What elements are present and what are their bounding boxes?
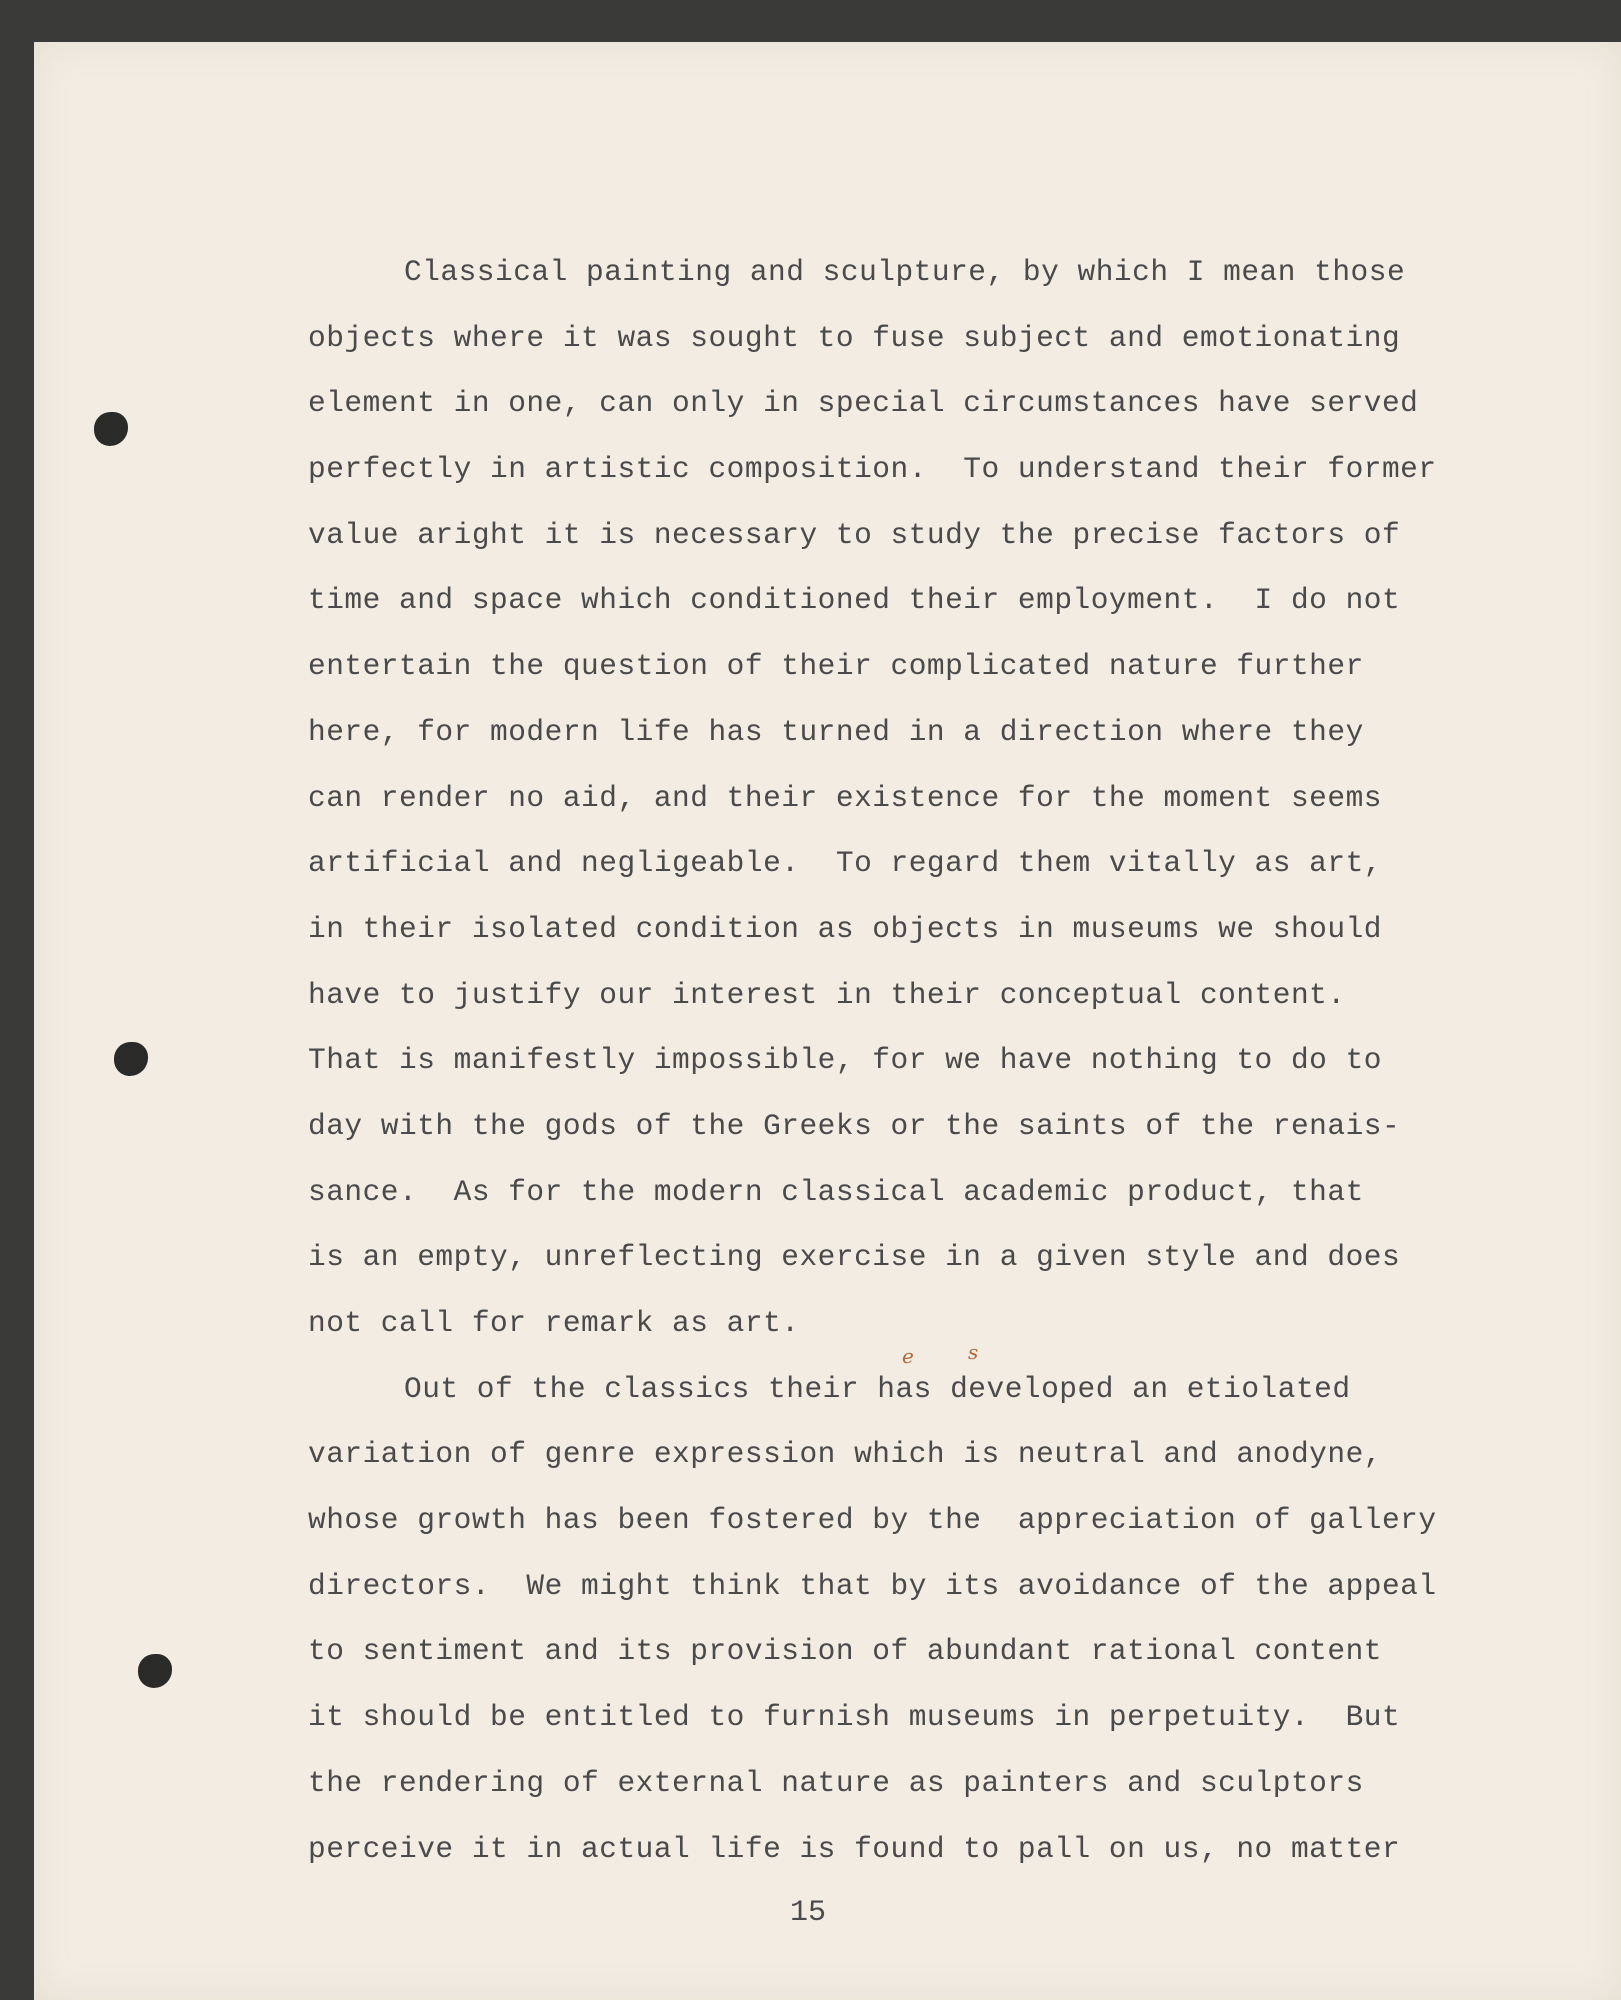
text-line: not call for remark as art. [308,1306,800,1340]
text-line: element in one, can only in special circumstances have served [308,386,1419,421]
punch-hole-middle [114,1042,148,1076]
text-line: sance. As for the modern classical academic product, that [308,1174,1364,1209]
handwritten-correction: s [968,1340,979,1364]
text-line: day with the gods of the Greeks or the saints of the renais- [308,1108,1401,1143]
text-line: Out of the classics their has developed an etiolated [404,1371,1351,1406]
text-line: directors. We might think that by its avoidance of the appeal [308,1568,1437,1603]
typed-text-body [308,240,1578,1882]
text-line: perceive it in actual life is found to pall on us, no matter [308,1831,1401,1866]
text-line: whose growth has been fostered by the appreciation of gallery [308,1503,1437,1538]
punch-hole-bottom [138,1654,172,1688]
text-line: here, for modern life has turned in a direction where they [308,714,1364,749]
text-line: the rendering of external nature as painters and sculptors [308,1765,1364,1800]
text-line: time and space which conditioned their employment. I do not [308,583,1401,618]
text-line: entertain the question of their complicated nature further [308,649,1364,684]
text-line: is an empty, unreflecting exercise in a given style and does [308,1240,1401,1275]
page-number: 15 [790,1896,827,1930]
text-line: Classical painting and sculpture, by which I mean those [404,255,1406,289]
text-line: have to justify our interest in their conceptual content. [308,977,1346,1012]
text-line: to sentiment and its provision of abundant rational content [308,1634,1382,1669]
text-line: can render no aid, and their existence for the moment seems [308,780,1382,815]
text-line: value aright it is necessary to study the precise factors of [308,517,1401,552]
text-line: That is manifestly impossible, for we have nothing to do to [308,1043,1382,1078]
text-line: objects where it was sought to fuse subject and emotionating [308,320,1401,355]
text-line: it should be entitled to furnish museums in perpetuity. But [308,1700,1401,1735]
text-line: variation of genre expression which is neutral and anodyne, [308,1437,1382,1472]
text-line: perfectly in artistic composition. To understand their former [308,452,1437,487]
punch-hole-top [94,412,128,446]
text-line: in their isolated condition as objects in museums we should [308,911,1382,946]
text-line: artificial and negligeable. To regard them vitally as art, [308,846,1382,881]
handwritten-correction: e [902,1344,914,1368]
